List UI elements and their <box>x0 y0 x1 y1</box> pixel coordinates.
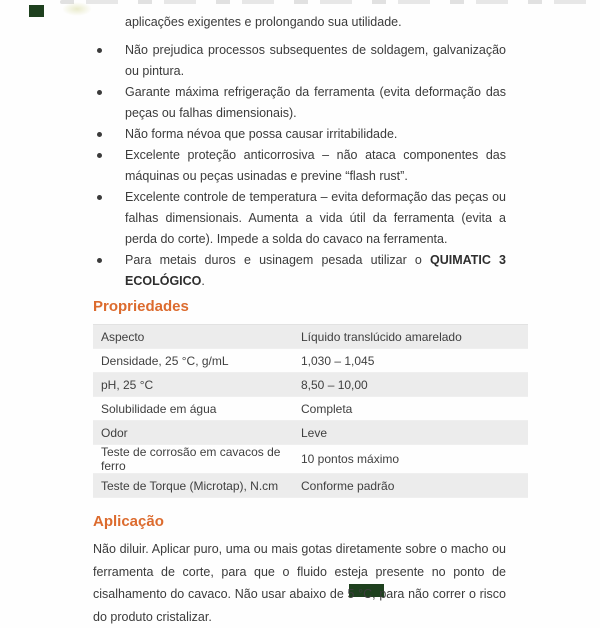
properties-table <box>93 324 528 498</box>
list-item: Não forma névoa que possa causar irritabilidade. <box>93 124 506 145</box>
list-item <box>93 250 506 292</box>
property-value-cell: Completa <box>293 397 528 421</box>
list-item: Excelente proteção anticorrosiva – não ataca componentes das máquinas ou peças usinadas e previne “flash rust”. <box>93 145 506 187</box>
list-item: Excelente controle de temperatura – evita deformação das peças ou falhas dimensionais. Aumenta a vida útil da ferramenta (evita a perda do corte). Impede a solda do cavaco na ferramenta. <box>93 187 506 250</box>
scan-smudge <box>62 2 92 16</box>
property-value-cell: 8,50 – 10,00 <box>293 373 528 397</box>
property-name-cell: Solubilidade em água <box>93 397 293 421</box>
section-heading-propriedades: Propriedades <box>93 298 189 315</box>
property-name-cell: Aspecto <box>93 325 293 349</box>
list-item: Não prejudica processos subsequentes de soldagem, galvanização ou pintura. <box>93 40 506 82</box>
table-row <box>93 373 528 397</box>
list-item-text: . <box>201 274 205 288</box>
table-row <box>93 474 528 498</box>
watermark-mark-top <box>29 5 44 17</box>
property-name-cell: Densidade, 25 °C, g/mL <box>93 349 293 373</box>
section-heading-aplicacao: Aplicação <box>93 513 164 530</box>
property-value-cell: Líquido translúcido amarelado <box>293 325 528 349</box>
property-name-cell: Teste de Torque (Microtap), N.cm <box>93 474 293 498</box>
property-name-cell: pH, 25 °C <box>93 373 293 397</box>
application-paragraph: Não diluir. Aplicar puro, uma ou mais gotas diretamente sobre o macho ou ferramenta de corte, para que o fluido esteja presente no ponto de cisalhamento do cavaco. Não usar abaixo de 5 °C, para não correr o risco do produto cristalizar. <box>93 542 506 624</box>
table-row <box>93 325 528 349</box>
table-row <box>93 421 528 445</box>
property-name-cell: Odor <box>93 421 293 445</box>
cropped-text-remnant <box>60 0 595 4</box>
intro-continuation-line: aplicações exigentes e prolongando sua utilidade. <box>125 15 402 29</box>
document-body <box>93 12 528 628</box>
property-value-cell: 1,030 – 1,045 <box>293 349 528 373</box>
property-name-cell: Teste de corrosão em cavacos de ferro <box>93 445 293 474</box>
table-row <box>93 349 528 373</box>
product-name-bold: QUIMATIC 3 ECOLÓGICO <box>125 253 506 288</box>
table-row <box>93 397 528 421</box>
list-item: Garante máxima refrigeração da ferramenta (evita deformação das peças ou falhas dimensionais). <box>93 82 506 124</box>
benefits-bullet-list <box>93 40 506 292</box>
list-item-text: Para metais duros e usinagem pesada utilizar o <box>125 253 431 267</box>
table-row <box>93 445 528 474</box>
property-value-cell: 10 pontos máximo <box>293 445 528 474</box>
property-value-cell: Leve <box>293 421 528 445</box>
property-value-cell: Conforme padrão <box>293 474 528 498</box>
